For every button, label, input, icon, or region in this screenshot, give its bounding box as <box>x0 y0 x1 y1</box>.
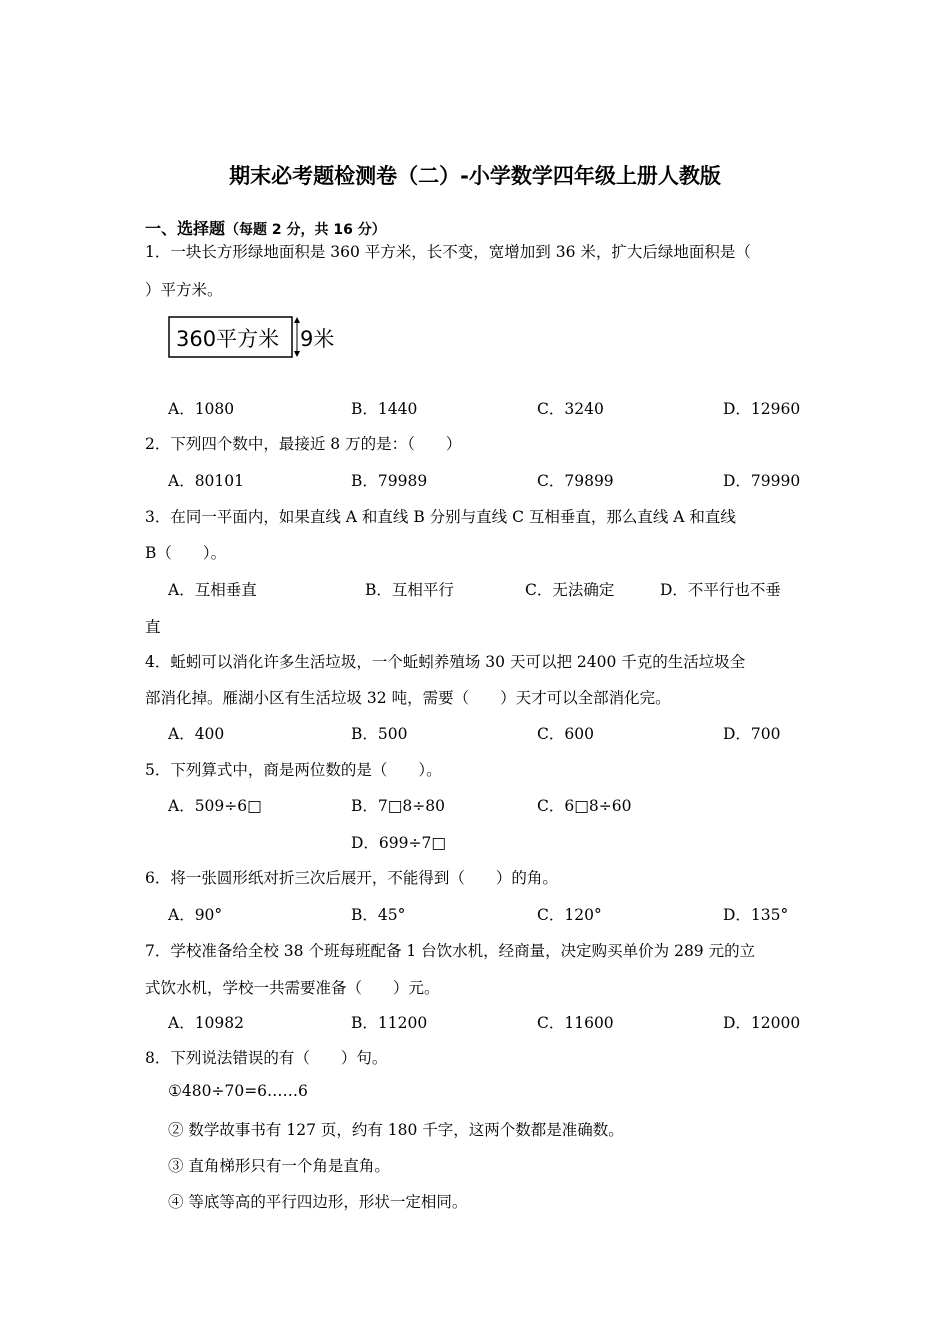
question-3-option-d: D．不平行也不垂 <box>660 581 781 599</box>
question-7-option-c: C．11600 <box>537 1014 614 1032</box>
question-1-option-d: D．12960 <box>723 400 801 418</box>
question-3-option-a: A．互相垂直 <box>168 581 257 599</box>
question-2-option-d: D．79990 <box>723 472 801 490</box>
question-4-option-d: D．700 <box>723 725 781 743</box>
figure-width-label: 9米 <box>300 327 335 351</box>
question-3-option-b: B．互相平行 <box>365 581 454 599</box>
question-4-option-a: A．400 <box>168 725 225 743</box>
question-7-option-b: B．11200 <box>351 1014 428 1032</box>
question-6-option-d: D．135° <box>723 906 789 924</box>
question-5-option-c: C．6□8÷60 <box>537 797 632 815</box>
question-7-line-2: 式饮水机，学校一共需要准备（ ）元。 <box>145 979 440 997</box>
section-note: （每题 2 分，共 16 分） <box>225 222 386 238</box>
question-2-text: 2．下列四个数中，最接近 8 万的是：（ ） <box>145 435 462 453</box>
question-8-text: 8．下列说法错误的有（ ）句。 <box>145 1049 388 1067</box>
rectangle-figure <box>168 315 338 365</box>
question-6-text: 6．将一张圆形纸对折三次后展开，不能得到（ ）的角。 <box>145 869 558 887</box>
question-1-line-1: 1．一块长方形绿地面积是 360 平方米，长不变，宽增加到 36 米，扩大后绿地面积是（ <box>145 243 751 261</box>
question-1-line-2: ）平方米。 <box>145 281 223 299</box>
section-heading <box>145 216 386 239</box>
question-8-item-4: ④ 等底等高的平行四边形，形状一定相同。 <box>168 1193 468 1211</box>
question-6-option-c: C．120° <box>537 906 602 924</box>
question-1-option-b: B．1440 <box>351 400 418 418</box>
question-1-option-a: A．1080 <box>168 400 235 418</box>
question-4-option-c: C．600 <box>537 725 594 743</box>
question-7-option-d: D．12000 <box>723 1014 801 1032</box>
question-5-text: 5．下列算式中，商是两位数的是（ ）。 <box>145 761 442 779</box>
question-4-option-b: B．500 <box>351 725 408 743</box>
question-7-option-a: A．10982 <box>168 1014 245 1032</box>
question-6-option-b: B．45° <box>351 906 406 924</box>
question-4-line-2: 部消化掉。雁湖小区有生活垃圾 32 吨，需要（ ）天才可以全部消化完。 <box>145 689 671 707</box>
question-5-option-a: A．509÷6□ <box>168 797 262 815</box>
question-2-option-b: B．79989 <box>351 472 428 490</box>
question-3-line-2: B（ ）。 <box>145 544 227 562</box>
question-7-line-1: 7．学校准备给全校 38 个班每班配备 1 台饮水机，经商量，决定购买单价为 289 元的立 <box>145 942 756 960</box>
question-3-option-d-wrap: 直 <box>145 618 161 636</box>
question-2-option-c: C．79899 <box>537 472 614 490</box>
question-5-option-b: B．7□8÷80 <box>351 797 445 815</box>
question-8-item-3: ③ 直角梯形只有一个角是直角。 <box>168 1157 390 1175</box>
question-2-option-a: A．80101 <box>168 472 245 490</box>
question-3-option-c: C．无法确定 <box>525 581 615 599</box>
section-title: 一、选择题 <box>145 219 226 238</box>
page-title: 期末必考题检测卷（二）-小学数学四年级上册人教版 <box>229 164 721 188</box>
question-1-option-c: C．3240 <box>537 400 604 418</box>
figure-area-label: 360平方米 <box>176 327 280 351</box>
question-4-line-1: 4．蚯蚓可以消化许多生活垃圾，一个蚯蚓养殖场 30 天可以把 2400 千克的生活垃圾全 <box>145 653 746 671</box>
question-5-option-d: D．699÷7□ <box>351 834 447 852</box>
question-3-line-1: 3．在同一平面内，如果直线 A 和直线 B 分别与直线 C 互相垂直，那么直线 A 和直线 <box>145 508 736 526</box>
question-8-item-1: ①480÷70=6……6 <box>168 1082 308 1100</box>
question-6-option-a: A．90° <box>168 906 223 924</box>
question-8-item-2: ② 数学故事书有 127 页，约有 180 千字，这两个数都是准确数。 <box>168 1121 624 1139</box>
